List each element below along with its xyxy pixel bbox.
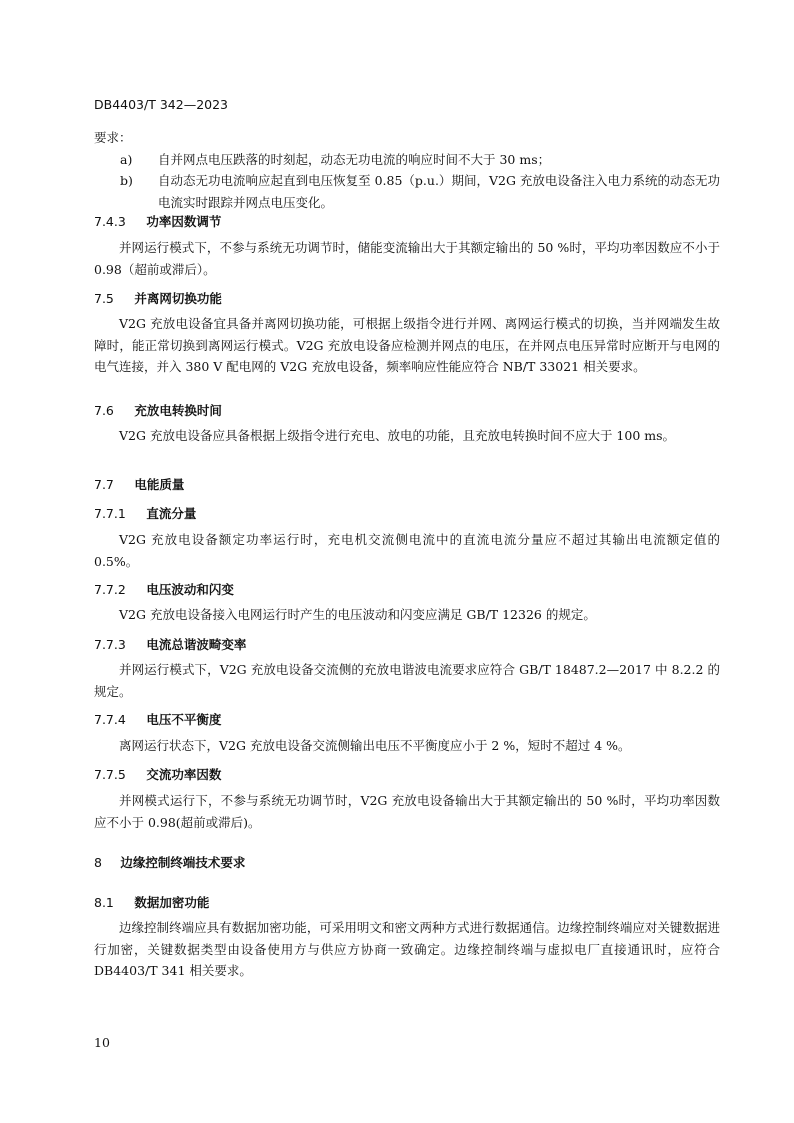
paragraph: V2G 充放电设备额定功率运行时，充电机交流侧电流中的直流电流分量应不超过其输出电流额定值的 0.5%。 xyxy=(94,532,720,569)
section-number: 7.6 xyxy=(94,403,114,418)
section-number: 7.7 xyxy=(94,477,114,492)
section-body-7-7-4 xyxy=(94,735,720,757)
section-body-7-5 xyxy=(94,313,720,378)
section-number: 7.5 xyxy=(94,291,114,306)
list-text: 自并网点电压跌落的时刻起，动态无功电流的响应时间不大于 30 ms； xyxy=(158,151,551,167)
section-number: 7.7.5 xyxy=(94,767,126,782)
section-number: 8.1 xyxy=(94,895,114,910)
list-label: b) xyxy=(120,173,133,188)
requirements-intro: 要求： xyxy=(94,130,132,145)
section-heading-7-4-3 xyxy=(94,212,221,230)
paragraph: V2G 充放电设备应具备根据上级指令进行充电、放电的功能，且充放电转换时间不应大于 100 ms。 xyxy=(119,428,676,443)
section-body-7-7-1 xyxy=(94,529,720,572)
section-body-8-1 xyxy=(94,917,720,982)
page-number: 10 xyxy=(94,1035,110,1050)
section-title: 边缘控制终端技术要求 xyxy=(120,855,246,870)
list-item xyxy=(94,170,720,213)
paragraph: 并网模式运行下，不参与系统无功调节时，V2G 充放电设备输出大于其额定输出的 50 %时，平均功率因数应不小于 0.98(超前或滞后)。 xyxy=(94,793,720,830)
section-heading-7-7-3 xyxy=(94,635,246,653)
section-title: 功率因数调节 xyxy=(146,214,222,229)
list-label: a) xyxy=(120,151,133,167)
document-code: DB4403/T 342—2023 xyxy=(94,97,229,112)
section-body-7-7-5 xyxy=(94,790,720,833)
section-number: 8 xyxy=(94,855,102,870)
section-heading-7-5 xyxy=(94,289,222,307)
section-heading-7-7 xyxy=(94,475,184,493)
paragraph: 并网运行模式下，V2G 充放电设备交流侧的充放电谐波电流要求应符合 GB/T 18487.2—2017 中 8.2.2 的规定。 xyxy=(94,662,720,699)
section-title: 直流分量 xyxy=(146,506,197,521)
section-body-7-7-3 xyxy=(94,659,720,702)
section-number: 7.7.3 xyxy=(94,637,126,652)
section-title: 充放电转换时间 xyxy=(134,403,222,418)
section-title: 电压不平衡度 xyxy=(146,712,222,727)
section-heading-7-7-4 xyxy=(94,710,221,728)
section-heading-7-7-1 xyxy=(94,504,196,522)
section-number: 7.4.3 xyxy=(94,214,126,229)
section-number: 7.7.2 xyxy=(94,582,126,597)
section-heading-7-7-5 xyxy=(94,765,221,783)
list-item xyxy=(94,149,720,171)
section-title: 电能质量 xyxy=(134,477,185,492)
section-number: 7.7.4 xyxy=(94,712,126,727)
section-title: 电压波动和闪变 xyxy=(146,582,234,597)
paragraph: 离网运行状态下，V2G 充放电设备交流侧输出电压不平衡度应小于 2 %，短时不超过 4 %。 xyxy=(119,738,631,753)
section-title: 数据加密功能 xyxy=(134,895,210,910)
section-heading-8-1 xyxy=(94,893,209,911)
paragraph: 并网运行模式下，不参与系统无功调节时，储能变流输出大于其额定输出的 50 %时，平均功率因数应不小于 0.98（超前或滞后）。 xyxy=(94,240,720,277)
section-heading-7-6 xyxy=(94,401,222,419)
paragraph: V2G 充放电设备接入电网运行时产生的电压波动和闪变应满足 GB/T 12326 的规定。 xyxy=(119,607,596,622)
chapter-heading-8 xyxy=(94,853,245,871)
section-body-7-7-2 xyxy=(94,604,720,626)
section-number: 7.7.1 xyxy=(94,506,126,521)
section-title: 交流功率因数 xyxy=(146,767,222,782)
section-body-7-6 xyxy=(94,425,720,447)
requirements-block xyxy=(94,127,720,213)
paragraph: 边缘控制终端应具有数据加密功能，可采用明文和密文两种方式进行数据通信。边缘控制终端应对关键数据进行加密，关键数据类型由设备使用方与供应方协商一致确定。边缘控制终端与虚拟电厂直接通讯时，应符合 DB4403/T 341 相关要求。 xyxy=(94,920,720,978)
section-title: 电流总谐波畸变率 xyxy=(146,637,247,652)
section-body-7-4-3 xyxy=(94,237,720,280)
list-text: 自动态无功电流响应起直到电压恢复至 0.85（p.u.）期间，V2G 充放电设备注入电力系统的动态无功电流实时跟踪并网点电压变化。 xyxy=(158,173,720,210)
section-title: 并离网切换功能 xyxy=(134,291,222,306)
paragraph: V2G 充放电设备宜具备并离网切换功能，可根据上级指令进行并网、离网运行模式的切换，当并网端发生故障时，能正常切换到离网运行模式。V2G 充放电设备应检测并网点的电压，在并网点电压异常时应断开与电网的电气连接，并入 380 V 配电网的 V2G 充放电设备，频率响应性能应符合 NB/T 33021 相关要求。 xyxy=(94,316,720,374)
section-heading-7-7-2 xyxy=(94,580,234,598)
